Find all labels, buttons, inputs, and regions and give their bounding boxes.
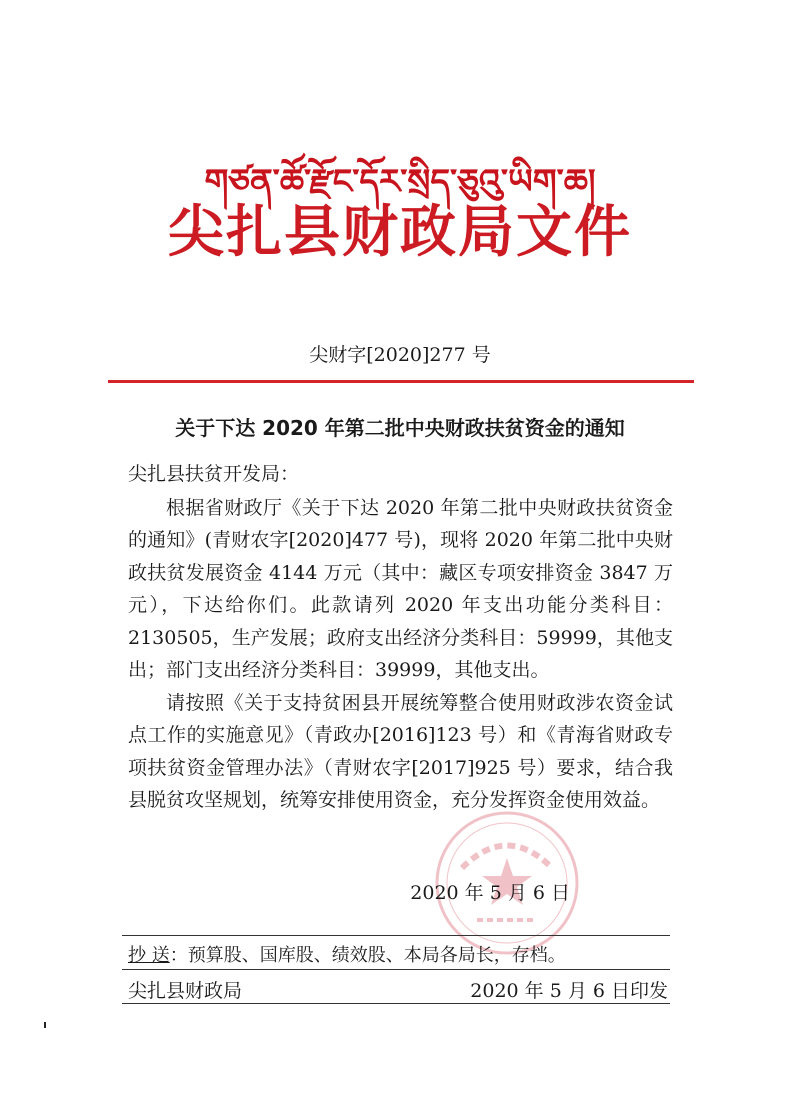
issuer: 尖扎县财政局 (128, 980, 243, 1002)
print-date: 2020 年 5 月 6 日印发 (470, 980, 668, 1002)
document-number: 尖财字[2020]277 号 (309, 344, 491, 366)
footer-bottom-rule (122, 1003, 670, 1004)
cc-line (128, 941, 673, 967)
chinese-header-title: 尖扎县财政局文件 (168, 200, 632, 265)
tibetan-header-title: གཙན་ཚོ་རྫོང་དོར་སྲིད་ཅུའུ་ཡིག་ཆ། (204, 162, 596, 202)
body-paragraph-1: 根据省财政厅《关于下达 2020 年第二批中央财政扶贫资金的通知》(青财农字[2020]477 号)，现将 2020 年第二批中央财政扶贫发展资金 4144 万元（其中：藏区专项安排资金 3847 万元），下达给你们。此款请列 2020 年支出功能分类科目：2130505，生产发展；政府支出经济分类科目：59999，其他支出；部门支出经济分类科目：39999，其他支出。 (128, 496, 673, 681)
document-title: 关于下达 2020 年第二批中央财政扶贫资金的通知 (175, 416, 625, 440)
red-divider (108, 380, 694, 383)
addressee: 尖扎县扶贫开发局： (128, 463, 300, 485)
footer-top-rule (122, 935, 670, 936)
scan-speck (44, 1022, 46, 1028)
footer-middle-rule (122, 969, 670, 970)
signature-date: 2020 年 5 月 6 日 (410, 882, 570, 904)
document-body (128, 458, 673, 817)
cc-label: 抄 送 (128, 945, 170, 966)
body-paragraph-2: 请按照《关于支持贫困县开展统筹整合使用财政涉农资金试点工作的实施意见》（青政办[2016]123 号）和《青海省财政专项扶贫资金管理办法》（青财农字[2017]925 号）要求，结合我县脱贫攻坚规划，统筹安排使用资金，充分发挥资金使用效益。 (128, 691, 673, 811)
cc-recipients: ：预算股、国库股、绩效股、本局各局长，存档。 (169, 945, 566, 966)
